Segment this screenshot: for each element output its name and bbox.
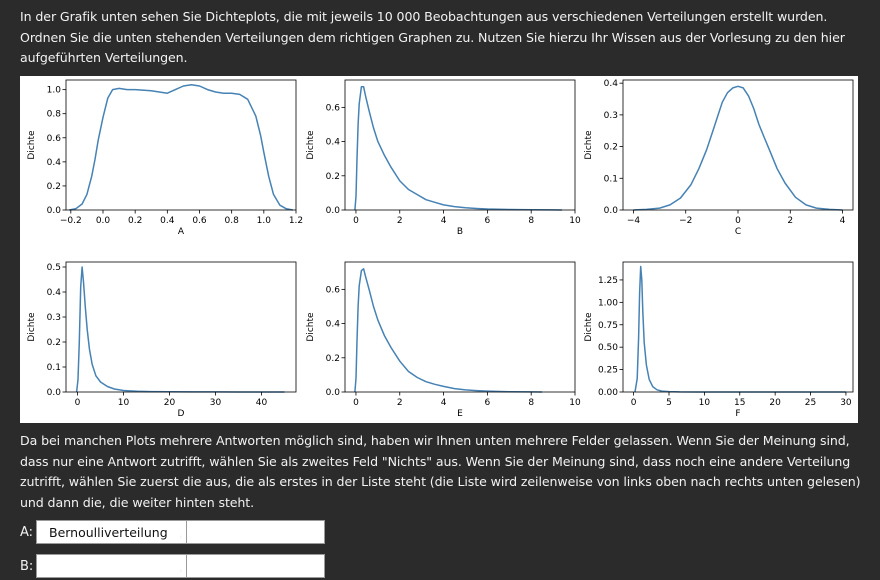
y-tick-label: 1.25 <box>597 275 618 286</box>
x-tick-label: 10 <box>569 398 581 408</box>
density-curve <box>355 269 542 392</box>
y-tick-label: 0.4 <box>46 288 61 298</box>
x-tick-label: 6 <box>484 398 491 408</box>
y-tick-label: 0.6 <box>325 285 340 296</box>
y-tick-label: 0.4 <box>325 137 340 148</box>
x-tick-label: −2 <box>679 216 693 226</box>
y-tick-label: 1.0 <box>46 85 61 96</box>
x-axis-label: C <box>734 227 742 237</box>
x-tick-label: 5 <box>666 398 672 408</box>
x-axis-label: E <box>457 409 463 419</box>
answer-b-second-select[interactable] <box>186 554 325 578</box>
y-tick-label: 0.6 <box>325 103 340 114</box>
x-tick-label: 0.2 <box>127 216 143 226</box>
x-axis-label: D <box>177 409 185 419</box>
y-tick-label: 0.75 <box>597 320 618 331</box>
x-tick-label: 2 <box>787 216 794 226</box>
task-instructions-text: Da bei manchen Plots mehrere Antworten möglich sind, haben wir Ihnen unten mehrere Felder gelassen. Wenn Sie der Meinung sind, dass nur eine Antwort zutrifft, wählen Sie als zweites Feld "Nichts" aus. Wenn Sie der Meinung sind, dass noch eine andere Verteilung zutrifft, wählen Sie zuerst die aus, die als erstes in der Liste steht (die Liste wird zeilenweise von links oben nach rechts unten gelesen) und dann die, die weiter hinten steht. <box>20 433 861 510</box>
x-tick-label: 30 <box>209 398 222 408</box>
answer-a-second-select[interactable] <box>186 520 325 544</box>
x-tick-label: 0.8 <box>224 216 239 226</box>
x-tick-label: 25 <box>804 398 817 408</box>
task-intro-text: In der Grafik unten sehen Sie Dichteplots, die mit jeweils 10 000 Beobachtungen aus verschiedenen Verteilungen erstellt wurden. Ordnen Sie die unten stehenden Verteilungen dem richtigen Graphen zu. Nutzen Sie hierzu Ihr Wissen aus der Vorlesung zu den hier aufgeführten Verteilungen. <box>20 9 845 65</box>
answer-b-separator: , <box>179 560 183 574</box>
x-tick-label: 0.6 <box>192 216 207 226</box>
density-plot-a <box>27 80 303 237</box>
y-tick-label: 0.2 <box>325 171 340 182</box>
y-tick-label: 0.4 <box>325 319 340 330</box>
x-tick-label: 30 <box>840 398 852 408</box>
x-tick-label: 10 <box>117 398 130 408</box>
x-tick-label: 0 <box>735 216 741 226</box>
density-curve <box>634 86 843 210</box>
plot-frame <box>66 80 296 210</box>
density-plot-d <box>27 262 296 419</box>
x-tick-label: 4 <box>839 216 846 226</box>
y-tick-label: 0.1 <box>603 174 618 185</box>
y-tick-label: 0.5 <box>46 263 61 273</box>
y-tick-label: 0.0 <box>46 388 61 398</box>
x-axis-label: F <box>735 409 741 419</box>
x-tick-label: 20 <box>769 398 781 408</box>
y-tick-label: 0.1 <box>46 363 61 373</box>
y-axis-label: Dichte <box>584 130 594 160</box>
plot-frame <box>66 262 296 392</box>
x-tick-label: 2 <box>396 398 403 408</box>
x-tick-label: 0.4 <box>160 216 175 226</box>
x-tick-label: 0 <box>630 398 637 408</box>
y-tick-label: 0.0 <box>325 388 340 398</box>
x-axis-label: B <box>456 227 464 237</box>
plot-frame <box>623 80 853 210</box>
x-tick-label: 8 <box>528 398 535 408</box>
x-tick-label: −0.2 <box>59 216 82 226</box>
plot-frame <box>345 262 575 392</box>
density-curve <box>635 267 846 393</box>
density-plots-svg <box>20 76 858 423</box>
density-curve <box>77 267 285 392</box>
x-tick-label: 40 <box>255 398 268 408</box>
y-axis-label: Dichte <box>584 312 594 342</box>
y-tick-label: 0.2 <box>603 142 618 153</box>
density-curve <box>355 87 562 210</box>
answer-row-b-label: B: <box>20 559 34 574</box>
answer-a-separator: , <box>179 526 183 540</box>
x-axis-label: A <box>177 227 185 237</box>
y-tick-label: 0.6 <box>46 133 61 144</box>
x-tick-label: 6 <box>484 216 491 226</box>
y-tick-label: 0.8 <box>46 109 61 120</box>
y-tick-label: 0.25 <box>597 365 618 376</box>
y-tick-label: 0.0 <box>325 206 340 216</box>
y-tick-label: 0.00 <box>597 388 618 398</box>
density-plots-figure <box>20 76 858 423</box>
x-tick-label: 15 <box>734 398 746 408</box>
y-tick-label: 1.00 <box>597 298 618 309</box>
x-tick-label: −4 <box>626 216 641 226</box>
density-curve <box>69 85 293 210</box>
y-axis-label: Dichte <box>27 312 37 342</box>
x-tick-label: 10 <box>698 398 711 408</box>
x-tick-label: 4 <box>440 398 447 408</box>
y-tick-label: 0.50 <box>597 343 618 354</box>
x-tick-label: 2 <box>396 216 403 226</box>
x-tick-label: 10 <box>569 216 581 226</box>
x-tick-label: 1.0 <box>256 216 271 226</box>
y-tick-label: 0.2 <box>46 181 61 192</box>
y-axis-label: Dichte <box>306 312 316 342</box>
answer-b-first-select[interactable] <box>36 554 193 578</box>
answer-row-a-label: A: <box>20 525 34 540</box>
y-tick-label: 0.0 <box>603 206 618 216</box>
x-tick-label: 0 <box>74 398 81 408</box>
x-tick-label: 0 <box>353 398 359 408</box>
y-tick-label: 0.3 <box>603 110 618 121</box>
x-tick-label: 20 <box>163 398 176 408</box>
y-axis-label: Dichte <box>306 130 316 160</box>
y-tick-label: 0.0 <box>46 206 61 216</box>
x-tick-label: 0.0 <box>95 216 111 226</box>
y-tick-label: 0.2 <box>325 353 340 364</box>
x-tick-label: 4 <box>440 216 447 226</box>
y-tick-label: 0.3 <box>46 313 61 323</box>
y-tick-label: 0.2 <box>46 338 61 348</box>
x-tick-label: 0 <box>353 216 359 226</box>
density-plot-c <box>584 79 853 237</box>
y-tick-label: 0.4 <box>46 157 61 168</box>
plot-frame <box>623 262 853 392</box>
density-plot-f <box>584 262 853 419</box>
y-tick-label: 0.4 <box>603 79 618 90</box>
answer-a-first-select[interactable]: Bernoulliverteilung <box>36 520 193 544</box>
x-tick-label: 1.2 <box>288 216 304 226</box>
density-plot-e <box>306 262 581 419</box>
density-plot-b <box>306 80 581 237</box>
x-tick-label: 8 <box>528 216 535 226</box>
y-axis-label: Dichte <box>27 130 37 160</box>
